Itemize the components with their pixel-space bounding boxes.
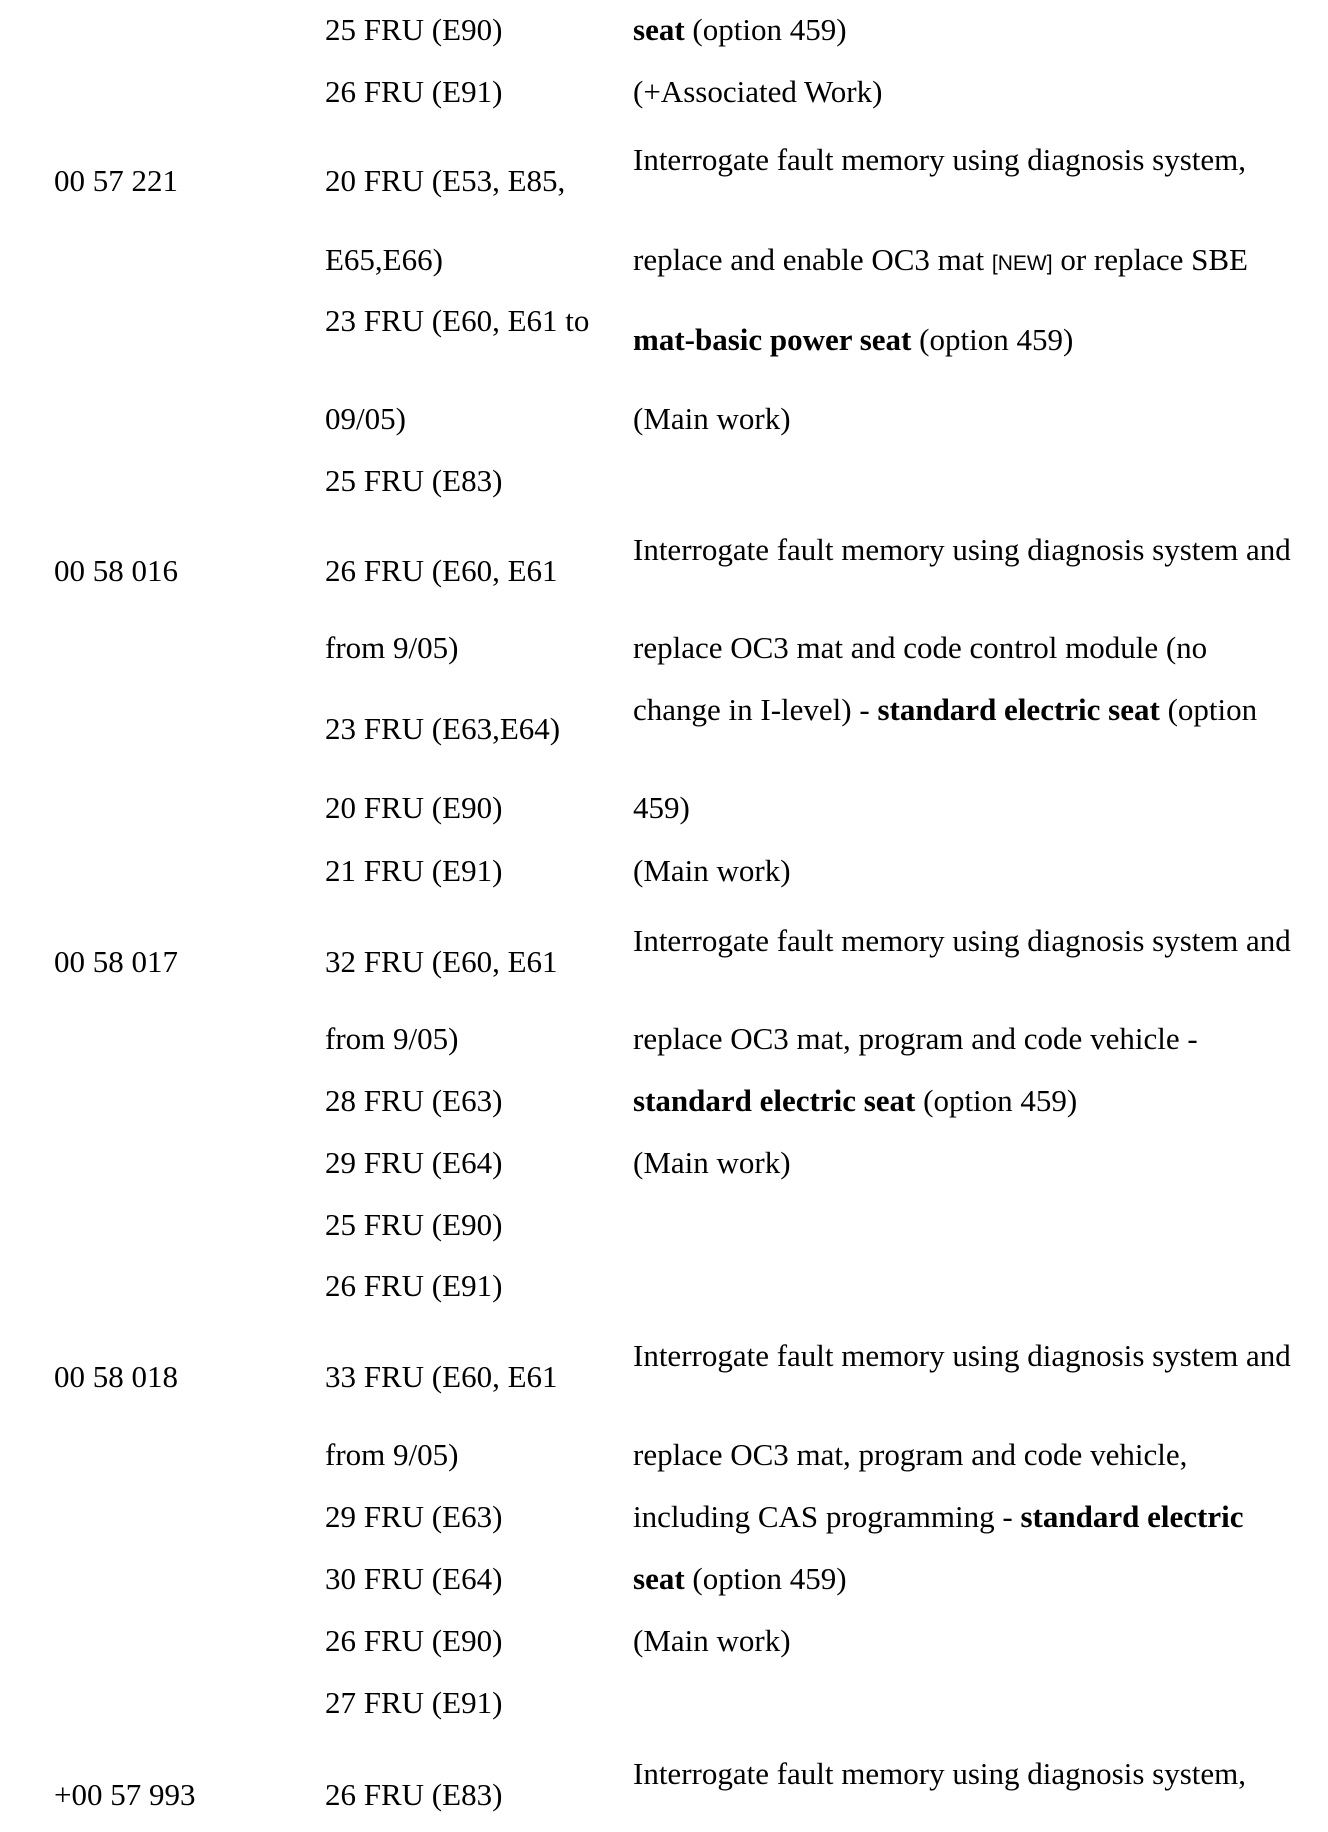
fru-cell: 25 FRU (E90) bbox=[325, 1207, 503, 1242]
description-cell: replace OC3 mat, program and code vehicle - bbox=[633, 1021, 1198, 1056]
fru-cell: 25 FRU (E90) bbox=[325, 12, 503, 47]
fru-cell: 32 FRU (E60, E61 bbox=[325, 944, 558, 979]
description-cell bbox=[633, 322, 1073, 359]
text: (option 459) bbox=[915, 1083, 1078, 1118]
fru-cell: 25 FRU (E83) bbox=[325, 463, 503, 498]
fru-cell: 29 FRU (E64) bbox=[325, 1145, 503, 1180]
fru-cell: 26 FRU (E91) bbox=[325, 1268, 503, 1303]
bold-text: standard electric bbox=[1020, 1499, 1244, 1534]
description-cell: Interrogate fault memory using diagnosis system and bbox=[633, 1338, 1291, 1373]
text: (option 459) bbox=[911, 322, 1074, 357]
fru-cell: 27 FRU (E91) bbox=[325, 1685, 503, 1720]
description-cell: (+Associated Work) bbox=[633, 74, 883, 109]
operation-code: 00 58 017 bbox=[54, 944, 178, 979]
description-cell: (Main work) bbox=[633, 1145, 791, 1180]
bold-text: standard electric seat bbox=[633, 1083, 916, 1118]
description-cell bbox=[633, 1499, 1243, 1536]
description-cell: replace OC3 mat and code control module (no bbox=[633, 630, 1208, 665]
text: or replace SBE bbox=[1052, 242, 1248, 277]
fru-cell: from 9/05) bbox=[325, 1021, 459, 1056]
description-cell bbox=[633, 1561, 847, 1598]
fru-cell: E65,E66) bbox=[325, 242, 443, 277]
text: (option bbox=[1159, 692, 1258, 727]
fru-cell: 23 FRU (E60, E61 to bbox=[325, 303, 590, 338]
fru-cell: from 9/05) bbox=[325, 630, 459, 665]
fru-cell: 20 FRU (E53, E85, bbox=[325, 163, 566, 198]
bold-text: standard electric seat bbox=[877, 692, 1160, 727]
description-cell bbox=[633, 242, 1248, 279]
description-cell: (Main work) bbox=[633, 853, 791, 888]
text: including CAS programming - bbox=[633, 1499, 1021, 1534]
operation-code: +00 57 993 bbox=[54, 1777, 196, 1812]
description-cell bbox=[633, 1083, 1077, 1120]
description-cell: replace OC3 mat, program and code vehicle, bbox=[633, 1437, 1188, 1472]
fru-cell: 26 FRU (E90) bbox=[325, 1623, 503, 1658]
description-cell bbox=[633, 12, 847, 49]
fru-cell: 29 FRU (E63) bbox=[325, 1499, 503, 1534]
text: change in I-level) - bbox=[633, 692, 878, 727]
operation-code: 00 57 221 bbox=[54, 163, 178, 198]
bold-text: seat bbox=[633, 1561, 685, 1596]
description-cell: 459) bbox=[633, 790, 690, 825]
text: replace and enable OC3 mat bbox=[633, 242, 992, 277]
fru-cell: from 9/05) bbox=[325, 1437, 459, 1472]
description-cell: Interrogate fault memory using diagnosis system, bbox=[633, 1756, 1246, 1791]
description-cell: Interrogate fault memory using diagnosis system, bbox=[633, 142, 1246, 177]
fru-cell: 21 FRU (E91) bbox=[325, 853, 503, 888]
bold-text: mat-basic power seat bbox=[633, 322, 912, 357]
text: (option 459) bbox=[684, 1561, 847, 1596]
fru-cell: 20 FRU (E90) bbox=[325, 790, 503, 825]
fru-cell: 28 FRU (E63) bbox=[325, 1083, 503, 1118]
text: (option 459) bbox=[684, 12, 847, 47]
description-cell: (Main work) bbox=[633, 1623, 791, 1658]
fru-cell: 30 FRU (E64) bbox=[325, 1561, 503, 1596]
operation-code: 00 58 018 bbox=[54, 1359, 178, 1394]
bold-text: seat bbox=[633, 12, 685, 47]
fru-cell: 23 FRU (E63,E64) bbox=[325, 711, 561, 746]
fru-cell: 09/05) bbox=[325, 401, 406, 436]
new-tag: [NEW] bbox=[991, 252, 1053, 275]
operation-code: 00 58 016 bbox=[54, 553, 178, 588]
description-cell: Interrogate fault memory using diagnosis system and bbox=[633, 532, 1291, 567]
fru-cell: 26 FRU (E60, E61 bbox=[325, 553, 558, 588]
fru-cell: 33 FRU (E60, E61 bbox=[325, 1359, 558, 1394]
fru-cell: 26 FRU (E83) bbox=[325, 1777, 503, 1812]
description-cell: Interrogate fault memory using diagnosis system and bbox=[633, 923, 1291, 958]
fru-cell: 26 FRU (E91) bbox=[325, 74, 503, 109]
description-cell bbox=[633, 692, 1313, 729]
description-cell: (Main work) bbox=[633, 401, 791, 436]
